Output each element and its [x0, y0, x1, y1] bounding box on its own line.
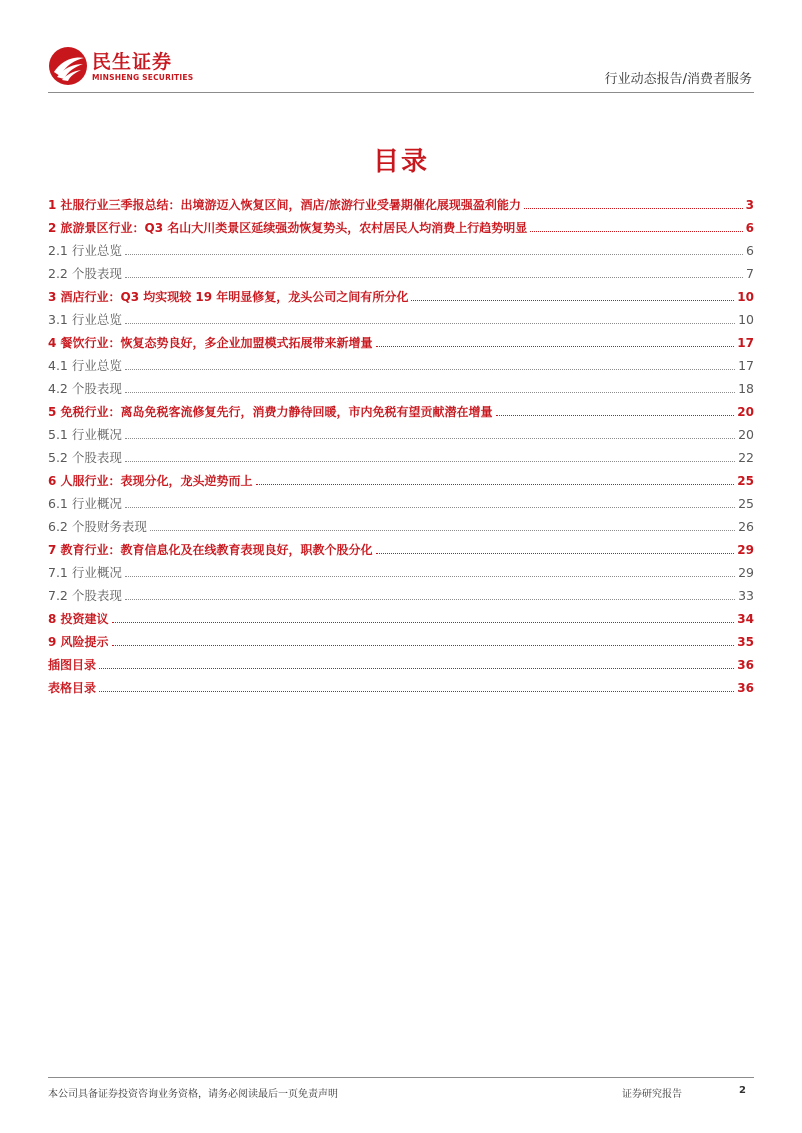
toc-entry-page: 3	[745, 198, 754, 212]
toc-entry-label: 2.1 行业总览	[48, 243, 122, 258]
toc-entry-chapter[interactable]	[48, 535, 754, 558]
toc-entry-page: 6	[745, 221, 754, 235]
toc-entry-label: 4.2 个股表现	[48, 381, 122, 396]
toc-entry-page: 29	[737, 543, 754, 557]
toc-entry-label: 2.2 个股表现	[48, 266, 122, 281]
toc-entry-section[interactable]	[48, 443, 754, 466]
toc-entry-label: 2 旅游景区行业：Q3 名山大川类景区延续强劲恢复势头，农村居民人均消费上行趋势明显	[48, 221, 528, 235]
toc-entry-page: 17	[738, 358, 754, 373]
minsheng-logo-icon	[48, 46, 88, 86]
toc-dot-leader	[496, 415, 735, 416]
toc-entry-label: 表格目录	[48, 681, 97, 695]
toc-entry-chapter[interactable]	[48, 213, 754, 236]
toc-entry-section[interactable]	[48, 374, 754, 397]
toc-entry-section[interactable]	[48, 512, 754, 535]
toc-dot-leader	[125, 254, 743, 255]
toc-entry-page: 17	[737, 336, 754, 350]
toc-dot-leader	[376, 553, 735, 554]
toc-entry-page: 36	[737, 681, 754, 695]
logo-chinese-name: 民生证券	[92, 51, 173, 73]
toc-entry-section[interactable]	[48, 259, 754, 282]
toc-dot-leader	[125, 599, 735, 600]
toc-entry-label: 7.2 个股表现	[48, 588, 122, 603]
header-divider	[48, 92, 754, 93]
toc-entry-label: 5.1 行业概况	[48, 427, 122, 442]
toc-entry-page: 22	[738, 450, 754, 465]
toc-entry-page: 26	[738, 519, 754, 534]
toc-entry-page: 36	[737, 658, 754, 672]
toc-dot-leader	[150, 530, 735, 531]
toc-dot-leader	[125, 323, 735, 324]
toc-dot-leader	[376, 346, 735, 347]
toc-entry-page: 6	[746, 243, 754, 258]
footer-divider	[48, 1077, 754, 1078]
toc-entry-label: 8 投资建议	[48, 612, 109, 626]
toc-entry-page: 34	[737, 612, 754, 626]
toc-dot-leader	[125, 461, 735, 462]
toc-entry-chapter[interactable]	[48, 627, 754, 650]
toc-dot-leader	[112, 622, 735, 623]
toc-entry-section[interactable]	[48, 305, 754, 328]
toc-entry-chapter[interactable]	[48, 397, 754, 420]
toc-entry-label: 7 教育行业：教育信息化及在线教育表现良好，职教个股分化	[48, 543, 373, 557]
toc-entry-page: 33	[738, 588, 754, 603]
toc-dot-leader	[256, 484, 735, 485]
toc-dot-leader	[125, 438, 735, 439]
toc-entry-section[interactable]	[48, 489, 754, 512]
toc-entry-page: 20	[738, 427, 754, 442]
company-logo	[48, 44, 208, 92]
toc-dot-leader	[524, 208, 743, 209]
toc-entry-label: 6.1 行业概况	[48, 496, 122, 511]
toc-entry-label: 插图目录	[48, 658, 97, 672]
toc-entry-chapter[interactable]	[48, 673, 754, 696]
toc-entry-section[interactable]	[48, 351, 754, 374]
toc-entry-label: 5 免税行业：离岛免税客流修复先行，消费力静待回暖，市内免税有望贡献潜在增量	[48, 405, 493, 419]
toc-entry-page: 10	[738, 312, 754, 327]
logo-english-name: MINSHENG SECURITIES	[92, 73, 194, 82]
table-of-contents	[48, 190, 754, 696]
toc-entry-chapter[interactable]	[48, 650, 754, 673]
toc-entry-page: 25	[737, 474, 754, 488]
toc-entry-page: 25	[738, 496, 754, 511]
toc-dot-leader	[99, 691, 734, 692]
toc-entry-chapter[interactable]	[48, 604, 754, 627]
toc-dot-leader	[411, 300, 734, 301]
toc-entry-label: 6.2 个股财务表现	[48, 519, 147, 534]
toc-entry-label: 3 酒店行业：Q3 均实现较 19 年明显修复，龙头公司之间有所分化	[48, 290, 409, 304]
toc-dot-leader	[530, 231, 742, 232]
toc-entry-label: 3.1 行业总览	[48, 312, 122, 327]
toc-entry-label: 9 风险提示	[48, 635, 109, 649]
toc-entry-label: 4.1 行业总览	[48, 358, 122, 373]
toc-entry-chapter[interactable]	[48, 282, 754, 305]
toc-entry-page: 35	[737, 635, 754, 649]
toc-dot-leader	[125, 392, 735, 393]
toc-entry-section[interactable]	[48, 581, 754, 604]
toc-entry-section[interactable]	[48, 236, 754, 259]
toc-entry-label: 5.2 个股表现	[48, 450, 122, 465]
toc-dot-leader	[99, 668, 734, 669]
toc-dot-leader	[125, 277, 743, 278]
toc-entry-page: 7	[746, 266, 754, 281]
toc-title: 目录	[372, 147, 429, 177]
page-header	[48, 44, 754, 92]
toc-entry-chapter[interactable]	[48, 190, 754, 213]
toc-entry-label: 1 社服行业三季报总结：出境游迈入恢复区间，酒店/旅游行业受暑期催化展现强盈利能力	[48, 198, 521, 212]
toc-entry-label: 6 人服行业：表现分化，龙头逆势而上	[48, 474, 253, 488]
toc-dot-leader	[125, 576, 735, 577]
toc-entry-section[interactable]	[48, 420, 754, 443]
toc-dot-leader	[125, 369, 735, 370]
toc-entry-chapter[interactable]	[48, 466, 754, 489]
toc-entry-page: 20	[737, 405, 754, 419]
footer-disclaimer: 本公司具备证券投资咨询业务资格，请务必阅读最后一页免责声明	[48, 1089, 338, 1100]
toc-entry-chapter[interactable]	[48, 328, 754, 351]
footer-doc-type: 证券研究报告	[622, 1089, 682, 1100]
toc-entry-label: 7.1 行业概况	[48, 565, 122, 580]
toc-entry-label: 4 餐饮行业：恢复态势良好，多企业加盟模式拓展带来新增量	[48, 336, 373, 350]
toc-dot-leader	[112, 645, 735, 646]
toc-entry-page: 18	[738, 381, 754, 396]
toc-entry-page: 10	[737, 290, 754, 304]
page-number: 2	[739, 1085, 746, 1096]
toc-entry-page: 29	[738, 565, 754, 580]
toc-entry-section[interactable]	[48, 558, 754, 581]
toc-dot-leader	[125, 507, 735, 508]
report-type: 行业动态报告/消费者服务	[604, 72, 752, 87]
